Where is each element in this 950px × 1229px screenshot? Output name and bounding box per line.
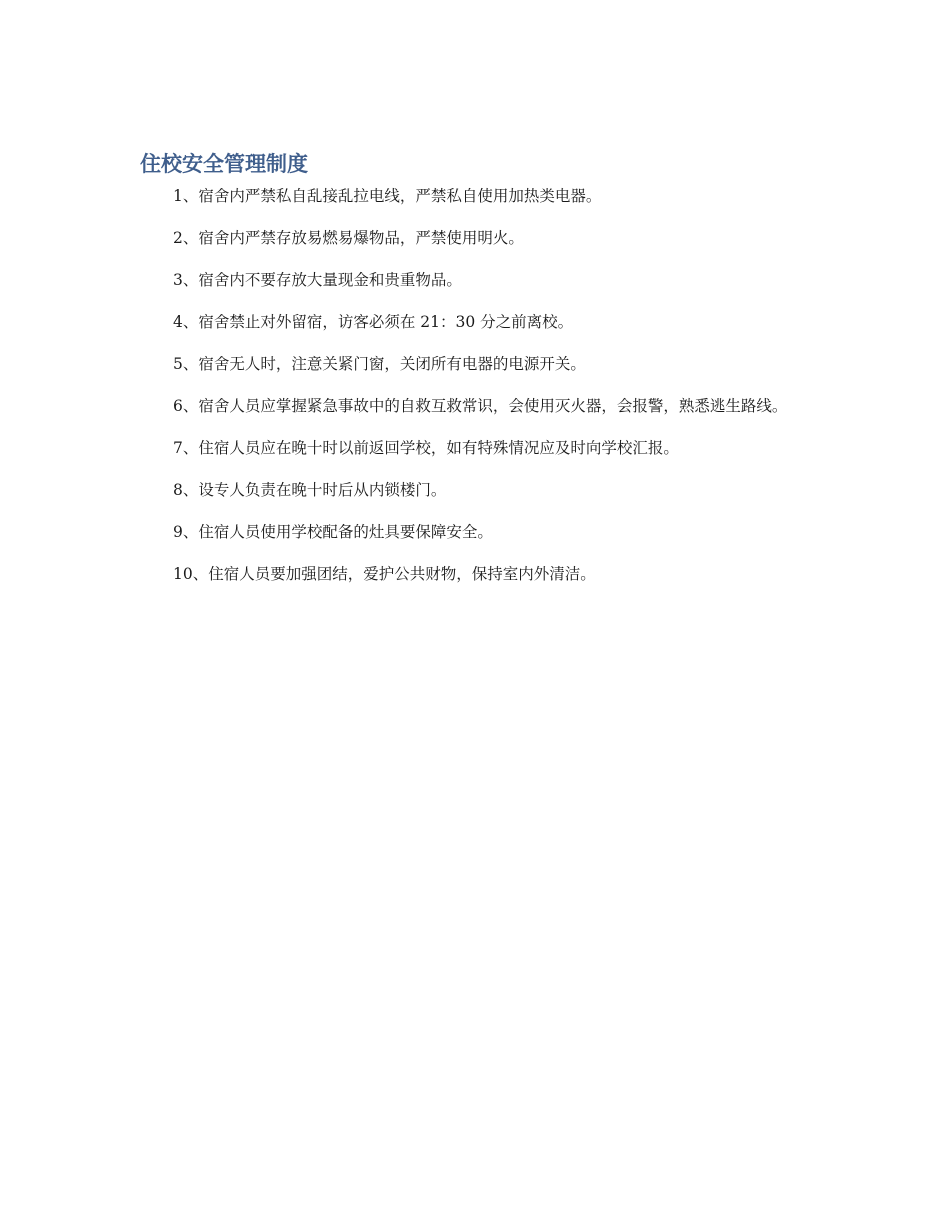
rule-item-5: 5、宿舍无人时，注意关紧门窗，关闭所有电器的电源开关。	[173, 355, 586, 373]
document-body	[140, 150, 810, 602]
document-title: 住校安全管理制度	[140, 152, 308, 176]
rule-item-8: 8、设专人负责在晚十时后从内锁楼门。	[173, 481, 447, 499]
rule-item-4: 4、宿舍禁止对外留宿，访客必须在 21：30 分之前离校。	[173, 313, 574, 331]
rule-item-1: 1、宿舍内严禁私自乱接乱拉电线，严禁私自使用加热类电器。	[173, 187, 602, 205]
rule-item-2: 2、宿舍内严禁存放易燃易爆物品，严禁使用明火。	[173, 229, 524, 247]
rule-item-6: 6、宿舍人员应掌握紧急事故中的自救互救常识，会使用灭火器，会报警，熟悉逃生路线。	[173, 397, 788, 415]
rule-item-7: 7、住宿人员应在晚十时以前返回学校，如有特殊情况应及时向学校汇报。	[173, 439, 679, 457]
rule-item-3: 3、宿舍内不要存放大量现金和贵重物品。	[173, 271, 462, 289]
rule-list	[140, 182, 810, 588]
rule-item-10: 10、住宿人员要加强团结，爱护公共财物，保持室内外清洁。	[173, 565, 596, 583]
rule-item-9: 9、住宿人员使用学校配备的灶具要保障安全。	[173, 523, 493, 541]
